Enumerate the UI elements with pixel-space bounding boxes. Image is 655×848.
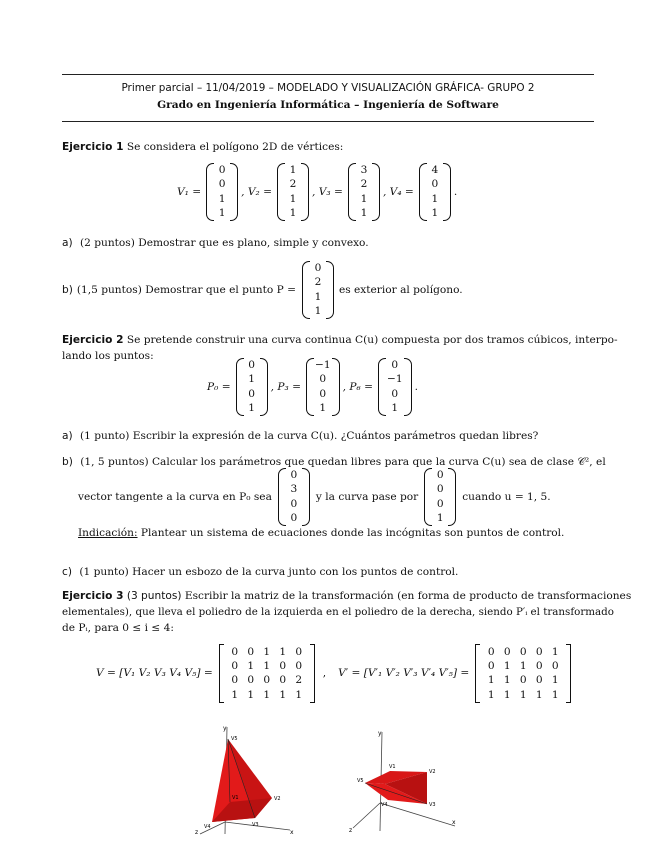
vp-row-4: 1 1 1 1 1 xyxy=(487,688,559,701)
header-line-1: Primer parcial – 11/04/2019 – MODELADO Y VISUALIZACIÓN GRÁFICA- GRUPO 2 xyxy=(121,82,535,94)
v2-vector: 1 2 1 1 xyxy=(277,163,309,221)
ej3-title: Ejercicio 3 xyxy=(62,590,124,602)
vp-row-2: 0 1 1 0 0 xyxy=(487,660,559,673)
ej1-a-text: (2 puntos) Demostrar que es plano, simple y convexo. xyxy=(80,237,369,249)
ej1-part-b xyxy=(62,261,463,319)
v1-label: V₁ = xyxy=(177,185,202,198)
ej2-part-c xyxy=(62,566,458,578)
p-vector: 0 2 1 1 xyxy=(302,261,334,319)
vp-row-3: 1 1 0 0 1 xyxy=(487,674,559,687)
ej1-vertices xyxy=(177,163,457,221)
ej2-a-text: (1 punto) Escribir la expresión de la curva C(u). ¿Cuántos parámetros quedan libres? xyxy=(80,430,539,442)
ej2-title: Ejercicio 2 xyxy=(62,334,124,346)
top-rule xyxy=(62,74,594,75)
ej2-b-text-2: vector tangente a la curva en P₀ sea xyxy=(78,490,272,503)
ej2-c-text: (1 punto) Hacer un esbozo de la curva junto con los puntos de control. xyxy=(79,566,459,578)
p0-vector: 0 1 0 1 xyxy=(236,358,268,416)
ej3-intro-line-1 xyxy=(62,590,631,602)
right-label-v5: V5 xyxy=(357,778,364,784)
ej1-b-end: es exterior al polígono. xyxy=(338,283,463,296)
pass-point-vector: 0 0 0 1 xyxy=(424,468,456,526)
ej3-intro-3: de Pᵢ, para 0 ≤ i ≤ 4: xyxy=(62,622,174,634)
right-label-y: y xyxy=(378,730,382,737)
right-label-z: z xyxy=(349,827,353,834)
right-label-v2: V2 xyxy=(429,769,436,775)
ej3-points: (3 puntos) xyxy=(126,590,182,602)
vprime-matrix xyxy=(475,644,571,703)
ej3-intro-1: Escribir la matriz de la transformación (en forma de producto de transformaciones xyxy=(184,590,632,602)
ej2-b-text-3: y la curva pase por xyxy=(315,490,419,503)
ej1-b-label: b) xyxy=(62,283,73,296)
ej1-part-a xyxy=(62,237,369,249)
left-label-v5: V5 xyxy=(231,736,238,742)
v-row-2: 0 1 1 0 0 xyxy=(231,660,303,673)
p3-label: , P₃ = xyxy=(270,380,301,393)
ej2-part-b-line-2 xyxy=(78,468,551,526)
right-label-v1: V1 xyxy=(389,764,396,770)
v-row-3: 0 0 0 0 2 xyxy=(231,674,303,687)
right-label-x: x xyxy=(452,819,456,826)
p6-vector: 0 −1 0 1 xyxy=(378,358,412,416)
ej2-end: . xyxy=(414,380,418,393)
v-row-4: 1 1 1 1 1 xyxy=(231,688,303,701)
vprime-matrix-label: V′ = [V′₁ V′₂ V′₃ V′₄ V′₅] = xyxy=(338,667,470,680)
right-x-axis xyxy=(380,803,455,826)
hint-text: Plantear un sistema de ecuaciones donde las incógnitas son puntos de control. xyxy=(140,527,565,539)
tangent-vector: 0 3 0 0 xyxy=(278,468,310,526)
v3-label: , V₃ = xyxy=(312,185,343,198)
ej2-intro-line-1 xyxy=(62,334,618,346)
left-label-v3: V3 xyxy=(252,822,259,828)
right-label-v4: V4 xyxy=(381,802,388,808)
p0-label: P₀ = xyxy=(207,380,231,393)
ej2-b-text-4: cuando u = 1, 5. xyxy=(462,490,551,503)
p6-label: , P₆ = xyxy=(342,380,373,393)
left-label-z: z xyxy=(195,829,199,836)
ej3-intro-2: elementales), que lleva el poliedro de la izquierda en el poliedro de la derecha, siendo P′ᵢ el transformado xyxy=(62,606,614,618)
v1-vector: 0 0 1 1 xyxy=(206,163,238,221)
left-label-v4: V4 xyxy=(204,824,211,830)
right-z-axis xyxy=(353,803,380,828)
v3-vector: 3 2 1 1 xyxy=(348,163,380,221)
ej2-intro-2: lando los puntos: xyxy=(62,350,154,362)
right-label-v3: V3 xyxy=(429,802,436,808)
right-polyhedron-figure xyxy=(345,728,460,836)
left-label-x: x xyxy=(290,829,294,836)
left-label-v2: V2 xyxy=(274,796,281,802)
ej1-a-label: a) xyxy=(62,237,73,249)
ej2-b-text: (1, 5 puntos) Calcular los parámetros que quedan libres para que la curva C(u) sea de clase 𝒞², el xyxy=(80,456,606,468)
matrix-separator: , xyxy=(322,667,327,680)
ej3-matrices xyxy=(96,644,571,703)
p3-vector: −1 0 0 1 xyxy=(306,358,340,416)
ej2-intro-1: Se pretende construir una curva continua C(u) compuesta por dos tramos cúbicos, interpo- xyxy=(126,334,618,346)
v-row-1: 0 0 1 1 0 xyxy=(231,646,303,658)
header-line-2: Grado en Ingeniería Informática – Ingeniería de Software xyxy=(157,99,499,111)
ej1-title: Ejercicio 1 xyxy=(62,141,124,153)
hint-label: Indicación: xyxy=(78,527,138,539)
ej2-points xyxy=(207,358,418,416)
vp-row-1: 0 0 0 0 1 xyxy=(487,646,559,658)
v4-vector: 4 0 1 1 xyxy=(419,163,451,221)
ej2-hint xyxy=(78,527,564,539)
ej2-a-label: a) xyxy=(62,430,73,442)
ej2-part-a xyxy=(62,430,538,442)
ej2-c-label: c) xyxy=(62,566,72,578)
ej2-b-label: b) xyxy=(62,456,73,468)
left-label-y: y xyxy=(223,725,227,732)
header-bottom-rule xyxy=(62,121,594,122)
v2-label: , V₂ = xyxy=(241,185,273,198)
ej1-intro: Se considera el polígono 2D de vértices: xyxy=(126,141,344,153)
ej1-end: . xyxy=(453,185,458,198)
ej1-intro-line xyxy=(62,141,343,153)
left-polyhedron-figure xyxy=(190,722,300,837)
v-matrix-label: V = [V₁ V₂ V₃ V₄ V₅] = xyxy=(96,667,213,680)
ej1-b-text: (1,5 puntos) Demostrar que el punto P = xyxy=(76,283,296,296)
v-matrix xyxy=(219,644,315,703)
v4-label: , V₄ = xyxy=(382,185,414,198)
left-label-v1: V1 xyxy=(232,795,239,801)
